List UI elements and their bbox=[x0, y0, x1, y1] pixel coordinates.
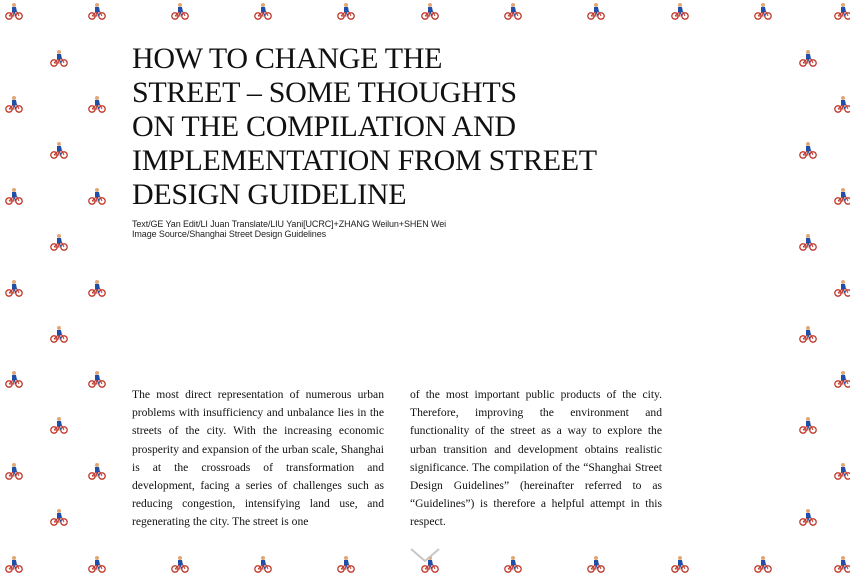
cyclist-icon bbox=[6, 556, 22, 572]
cyclist-icon bbox=[6, 463, 22, 479]
title-line: DESIGN GUIDELINE bbox=[132, 178, 407, 211]
cyclist-icon bbox=[588, 3, 604, 19]
article-credits bbox=[132, 219, 446, 239]
title-line: IMPLEMENTATION FROM STREET bbox=[132, 144, 597, 177]
cyclist-icon bbox=[505, 556, 521, 572]
cyclist-icon bbox=[255, 556, 271, 572]
cyclist-icon bbox=[51, 417, 67, 433]
cyclist-icon bbox=[172, 3, 188, 19]
cyclist-icon bbox=[51, 142, 67, 158]
cyclist-icon bbox=[800, 50, 816, 66]
cyclist-icon bbox=[672, 3, 688, 19]
cyclist-icon bbox=[835, 556, 850, 572]
cyclist-icon bbox=[51, 326, 67, 342]
title-line: ON THE COMPILATION AND bbox=[132, 110, 516, 143]
credits-text: Text/GE Yan Edit/LI Juan Translate/LIU Yani[UCRC]+ZHANG Weilun+SHEN Wei bbox=[132, 219, 447, 229]
cyclist-icon bbox=[89, 556, 105, 572]
cyclist-icon bbox=[588, 556, 604, 572]
cyclist-icon bbox=[755, 556, 771, 572]
cyclist-icon bbox=[172, 556, 188, 572]
cyclist-icon bbox=[835, 96, 850, 112]
cyclist-icon bbox=[51, 50, 67, 66]
cyclist-icon bbox=[835, 463, 850, 479]
cyclist-icon bbox=[89, 3, 105, 19]
cyclist-icon bbox=[6, 280, 22, 296]
cyclist-icon bbox=[800, 234, 816, 250]
title-line: HOW TO CHANGE THE bbox=[132, 42, 443, 75]
cyclist-icon bbox=[89, 463, 105, 479]
cyclist-icon bbox=[6, 3, 22, 19]
cyclist-icon bbox=[338, 3, 354, 19]
cyclist-icon bbox=[800, 142, 816, 158]
cyclist-icon bbox=[89, 280, 105, 296]
cyclist-icon bbox=[51, 234, 67, 250]
cyclist-icon bbox=[6, 188, 22, 204]
image-source: Image Source/Shanghai Street Design Guidelines bbox=[132, 229, 327, 239]
cyclist-icon bbox=[800, 326, 816, 342]
title-line: STREET – SOME THOUGHTS bbox=[132, 76, 517, 109]
cyclist-icon bbox=[835, 280, 850, 296]
cyclist-icon bbox=[800, 417, 816, 433]
cyclist-icon bbox=[422, 3, 438, 19]
body-column-right: of the most important public products of the city. Therefore, improving the environment and functionality of the street as a way to explore the urban transition and development obtains realistic significance. The compilation of the “Shanghai Street Design Guidelines” (hereinafter referred to as “Guidelines”) is therefore a helpful attempt in this respect. bbox=[410, 388, 662, 529]
cyclist-icon bbox=[89, 188, 105, 204]
cyclist-icon bbox=[89, 96, 105, 112]
cyclist-icon bbox=[51, 509, 67, 525]
cyclist-icon bbox=[338, 556, 354, 572]
cyclist-icon bbox=[672, 556, 688, 572]
body-column-left: The most direct representation of numerous urban problems with insufficiency and unbalance lies in the streets of the city. With the increasing economic prosperity and expansion of the urban scale, Shanghai is at the crossroads of transformation and development, facing a series of challenges such as reducing congestion, intensifying land use, and regenerating the city. The street is one bbox=[132, 388, 384, 529]
cyclist-icon bbox=[89, 371, 105, 387]
cyclist-icon bbox=[835, 188, 850, 204]
cyclist-icon bbox=[835, 371, 850, 387]
cyclist-icon bbox=[755, 3, 771, 19]
cyclist-icon bbox=[835, 3, 850, 19]
article-title bbox=[132, 42, 652, 212]
cyclist-icon bbox=[800, 509, 816, 525]
chevron-down-icon[interactable] bbox=[410, 547, 440, 563]
cyclist-icon bbox=[6, 96, 22, 112]
cyclist-icon bbox=[255, 3, 271, 19]
cyclist-icon bbox=[505, 3, 521, 19]
cyclist-icon bbox=[6, 371, 22, 387]
